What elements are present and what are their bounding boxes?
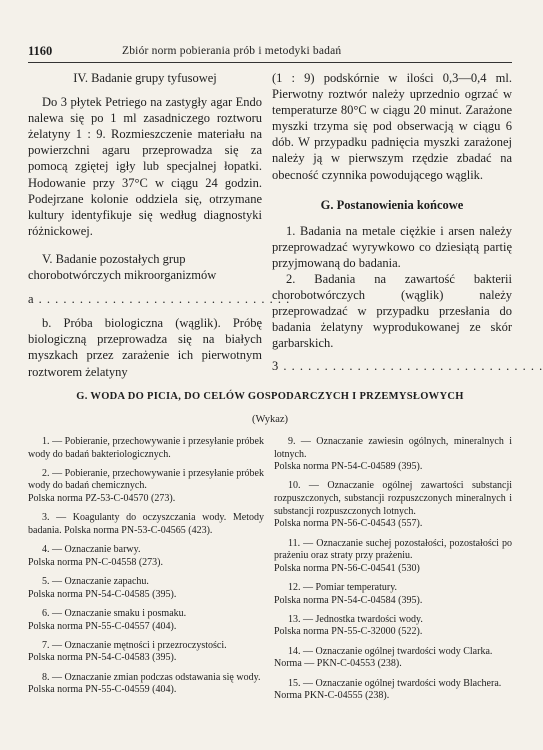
list-item (274, 436, 512, 474)
list-item (28, 608, 264, 633)
page-header (28, 44, 512, 63)
final-provision-1: 1. Badania na metale ciężkie i arsen należy przeprowadzać wyrywkowo co dziesiątą partię przyjmowaną do badania. (272, 223, 512, 270)
list-item-norm: Polska norma PN-56-C-04543 (557). (274, 518, 423, 530)
wykaz-label: (Wykaz) (251, 414, 289, 425)
list-item-text: 15. — Oznaczanie ogólnej twardości wody Blachera. (288, 677, 502, 689)
list-item-text: 9. — Oznaczanie zawiesin ogólnych, mineralnych i lotnych. (274, 436, 512, 460)
list-item-text: 1. — Pobieranie, przechowywanie i przesyłanie próbek wody do badań bakteriologicznych. (28, 436, 264, 460)
list-item (28, 544, 264, 569)
list-item (28, 512, 264, 537)
list-item (28, 672, 264, 697)
section-v-title: V. Badanie pozostałych grup chorobotwórczych mikroorganizmów (28, 251, 217, 283)
list-item-text: 12. — Pomiar temperatury. (288, 582, 398, 593)
list-item-norm: Norma — PKN-C-04553 (238). (274, 658, 402, 670)
section-g-title: G. Postanowienia końcowe (320, 197, 464, 212)
list-item-text: 7. — Oznaczanie mętności i przezroczystości. (42, 639, 227, 651)
water-section-heading: G. WODA DO PICIA, DO CELÓW GOSPODARCZYCH I PRZEMYSŁOWYCH (76, 391, 464, 402)
list-item (274, 646, 512, 671)
list-item (28, 468, 264, 506)
list-item-norm: Polska norma PN-56-C-04541 (530) (274, 562, 420, 574)
standards-list-left (28, 436, 264, 704)
list-item (274, 538, 512, 576)
section-iv-title: IV. Badanie grupy tyfusowej (73, 71, 217, 85)
list-item-text: 2. — Pobieranie, przechowywanie i przesyłanie próbek wody do badań chemicznych. (28, 467, 264, 492)
list-item (274, 614, 512, 639)
item-a: a . . . . . . . . . . . . . . . . . . . . . . . . . . . . . . . (28, 292, 291, 307)
running-title: Zbiór norm pobierania prób i metodyki badań (122, 45, 342, 57)
list-item-norm: Polska norma PN-C-04558 (273). (28, 556, 163, 568)
page-number: 1160 (28, 44, 53, 58)
list-item (28, 640, 264, 665)
list-item (274, 678, 512, 703)
list-item (28, 576, 264, 601)
list-item-norm: Polska norma PN-55-C-04557 (404). (28, 620, 177, 632)
list-item-text: 14. — Oznaczanie ogólnej twardości wody Clarka. (288, 645, 493, 657)
list-item-norm: Polska norma PN-54-C-04585 (395). (28, 588, 177, 600)
right-continuation: (1 : 9) podskórnie w ilości 0,3—0,4 ml. Pierwotny roztwór należy uprzednio ogrzać w temperaturze 80°C w ciągu 20 minut. Zarażone myszki trzyma się pod obserwacją w ciągu 6 dób. W przypadku padnięcia myszki zarażonej należy ją w pierwszym rzędzie zbadać na obecność czynnika powodującego wąglik. (272, 71, 512, 182)
list-item-text: 3. — Koagulanty do oczyszczania wody. Metody badania. Polska norma PN-53-C-04565 (423). (28, 512, 264, 536)
list-item-norm: Polska norma PN-55-C-32000 (522). (274, 626, 423, 638)
list-item (274, 582, 512, 607)
list-item-text: 5. — Oznaczanie zapachu. (42, 576, 149, 588)
list-item (274, 480, 512, 530)
list-item-norm: Polska norma PN-54-C-04584 (395). (274, 594, 423, 606)
list-item-norm: Polska norma PZ-53-C-04570 (273). (28, 493, 176, 505)
standards-list-right (274, 436, 512, 710)
right-column (272, 70, 543, 374)
list-item-norm: Polska norma PN-54-C-04583 (395). (28, 652, 177, 664)
list-item-text: 4. — Oznaczanie barwy. (42, 544, 141, 556)
list-item-text: 8. — Oznaczanie zmian podczas odstawania się wody. (42, 671, 261, 683)
list-item-text: 6. — Oznaczanie smaku i posmaku. (42, 607, 187, 619)
list-item-norm: Polska norma PN-55-C-04559 (404). (28, 684, 177, 696)
item-b: b. Próba biologiczna (wąglik). Próbę biologiczną przeprowadza się na białych myszkach przez zarażenie ich pierwotnym roztworem żelatyny (28, 316, 262, 379)
list-item-text: 11. — Oznaczanie suchej pozostałości, pozostałości po prażeniu oraz straty przy prażeniu. (274, 537, 512, 562)
list-item-text: 10. — Oznaczanie ogólnej zawartości substancji rozpuszczonych, substancji rozpuszczonych mineralnych i substancji rozpuszczonych lotnych. (274, 480, 512, 517)
final-provision-2: 2. Badania na zawartość bakterii chorobotwórczych (wąglik) należy przeprowadzać w przypadku przesłania do badania żelatyny wyprodukowanej ze skór garbarskich. (272, 272, 512, 351)
section-iv-body: Do 3 płytek Petriego na zastygły agar Endo nalewa się po 1 ml zasadniczego roztworu żelatyny 1 : 9. Rozmieszczenie materiału na powierzchni agaru przeprowadza się za pomocą zgiętej igły lub specjalnej łopatki. Hodowanie przy 37°C w ciągu 24 godzin. Podejrzane kolonie oddziela się, otrzymane kultury identyfikuje się według diagnostyki różnickowej. (28, 95, 262, 238)
list-item-norm: Polska norma PN-54-C-04589 (395). (274, 461, 423, 473)
list-item (28, 436, 264, 461)
final-provision-3: 3 . . . . . . . . . . . . . . . . . . . . . . . . . . . . . . . . (272, 358, 543, 373)
list-item-norm: Norma PKN-C-04555 (238). (274, 690, 390, 702)
list-item-text: 13. — Jednostka twardości wody. (288, 613, 423, 625)
left-column (28, 70, 291, 380)
